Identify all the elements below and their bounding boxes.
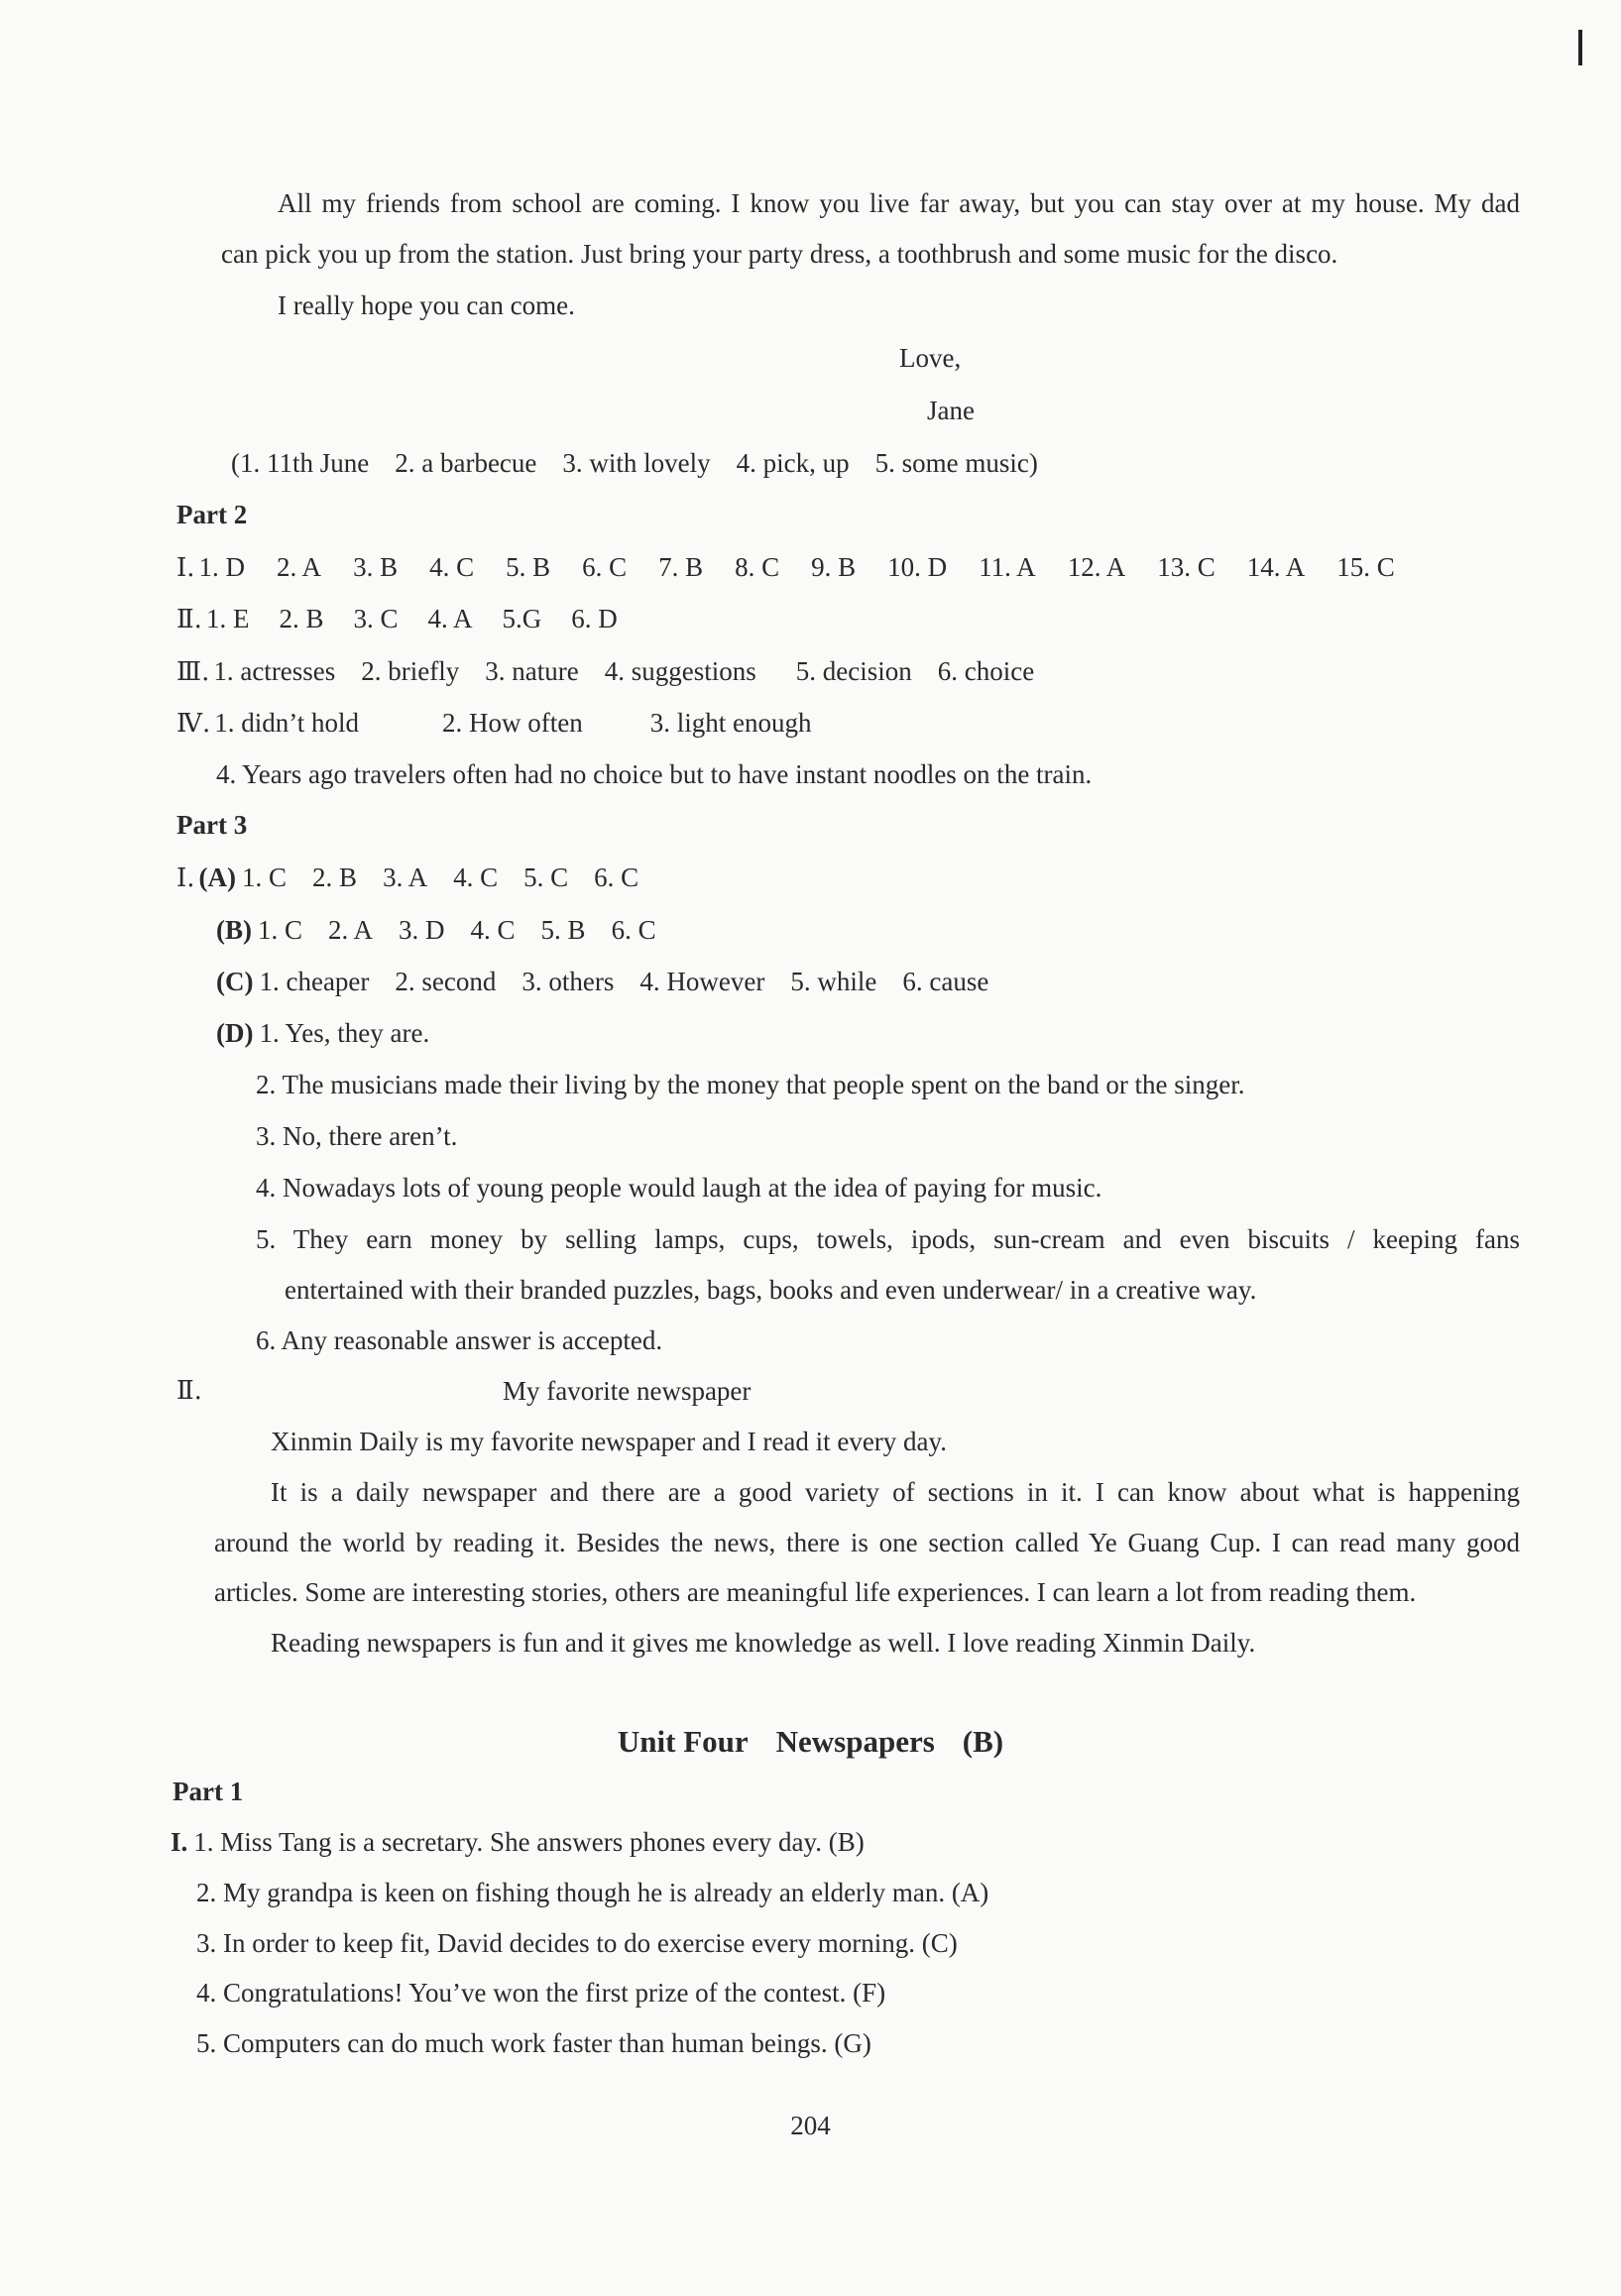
answer-item: 6. choice: [937, 656, 1035, 686]
answer-item: 5. B: [506, 552, 551, 582]
subsection-label: (C): [216, 967, 254, 996]
part3-section-1c: [216, 965, 988, 998]
subsection-label: (D): [216, 1018, 254, 1048]
essay-title: My favorite newspaper: [503, 1376, 752, 1406]
essay-paragraph-2-line-2: around the world by reading it. Besides the news, there is one section called Ye Guang Cup. I can read many good: [214, 1528, 1520, 1557]
letter-line-3: I really hope you can come.: [278, 290, 575, 320]
answer-item: 6. C: [611, 915, 656, 945]
answer-item: 9. B: [811, 552, 857, 582]
answer-item: 5. C: [523, 862, 569, 892]
answer-item: 15. C: [1336, 552, 1395, 582]
answer-item: 1. didn’t hold: [214, 708, 360, 738]
answer-item: 10. D: [887, 552, 948, 582]
answer-d2: 2. The musicians made their living by the money that people spent on the band or the singer.: [256, 1070, 1245, 1099]
subsection-label: (B): [216, 915, 252, 945]
unit-title: [0, 1722, 1621, 1762]
answer-item: 3. light enough: [649, 708, 812, 738]
answer-d3: 3. No, there aren’t.: [256, 1121, 458, 1151]
answer-item: 2. B: [312, 862, 358, 892]
answer-d5-line-2: entertained with their branded puzzles, bags, books and even underwear/ in a creative way.: [285, 1275, 1257, 1305]
roman-numeral: Ⅰ.: [176, 863, 195, 893]
letter-signature: Jane: [927, 396, 975, 425]
answer-item: 6. C: [594, 862, 639, 892]
answer-d4: 4. Nowadays lots of young people would laugh at the idea of paying for music.: [256, 1173, 1102, 1203]
part1-line-4: 4. Congratulations! You’ve won the first prize of the contest. (F): [196, 1978, 886, 2008]
answer-item: 5. decision: [795, 656, 912, 686]
answer-item: 2. A: [277, 552, 322, 582]
answer-item: 5. some music): [874, 448, 1038, 478]
answer-item: 1. D: [198, 552, 246, 582]
unit-title-part: Newspapers: [775, 1724, 935, 1759]
letter-answers: [231, 446, 1038, 480]
roman-numeral: Ⅱ.: [176, 1376, 202, 1406]
part1-line-5: 5. Computers can do much work faster than human beings. (G): [196, 2028, 871, 2058]
answer-item: 3. others: [521, 967, 615, 996]
roman-numeral: Ⅱ.: [176, 605, 202, 634]
answer-item: 4. C: [470, 915, 516, 945]
part2-section-2: [176, 602, 618, 636]
answer-item: 6. C: [582, 552, 628, 582]
answer-item: 1. cheaper: [259, 967, 370, 996]
answer-item: 6. D: [571, 604, 618, 633]
part2-section-3: [176, 654, 1034, 689]
unit-title-part: (B): [962, 1724, 1004, 1759]
part1-heading: Part 1: [173, 1777, 244, 1806]
part3-section-1b: [216, 913, 656, 947]
answer-item: 4. C: [429, 552, 475, 582]
answer-item: 2. How often: [442, 708, 583, 738]
subsection-label: (A): [198, 862, 237, 892]
answer-item: 2. A: [328, 915, 374, 945]
part2-section-1: [176, 550, 1395, 585]
answer-item: 1. C: [242, 862, 288, 892]
answer-item: 2. second: [395, 967, 497, 996]
part3-section-1d: [216, 1016, 429, 1050]
answer-item: 3. C: [353, 604, 399, 633]
answer-item: 2. a barbecue: [395, 448, 537, 478]
answer-item: (1. 11th June: [231, 448, 370, 478]
answer-item: 3. with lovely: [562, 448, 711, 478]
answer-item: 8. C: [735, 552, 780, 582]
answer-item: 4. suggestions: [604, 656, 756, 686]
essay-paragraph-3: Reading newspapers is fun and it gives me knowledge as well. I love reading Xinmin Daily.: [271, 1628, 1256, 1658]
answer-item: 12. A: [1067, 552, 1126, 582]
letter-line-1: All my friends from school are coming. I know you live far away, but you can stay over at my house. My dad: [278, 188, 1520, 218]
letter-line-2: can pick you up from the station. Just bring your party dress, a toothbrush and some music for the disco.: [221, 239, 1338, 269]
part2-heading: Part 2: [176, 500, 248, 529]
part3-heading: Part 3: [176, 810, 248, 840]
answer-d6: 6. Any reasonable answer is accepted.: [256, 1325, 663, 1355]
answer-item: 3. A: [383, 862, 428, 892]
answer-item: 5. B: [540, 915, 586, 945]
answer-item: 2. B: [279, 604, 324, 633]
roman-numeral: Ⅰ.: [176, 553, 195, 583]
letter-closing: Love,: [899, 343, 962, 373]
scan-edge-mark: [1578, 30, 1582, 65]
part1-answer: 1. Miss Tang is a secretary. She answers phones every day. (B): [193, 1827, 865, 1857]
answer-item: 4. pick, up: [736, 448, 850, 478]
answer-item: 11. A: [979, 552, 1036, 582]
answer-item: 6. cause: [902, 967, 989, 996]
answer-item: 3. D: [399, 915, 445, 945]
part1-line-3: 3. In order to keep fit, David decides to do exercise every morning. (C): [196, 1928, 958, 1958]
part3-section-1a: [176, 861, 638, 895]
answer-item: 1. E: [205, 604, 250, 633]
answer-item: 13. C: [1157, 552, 1216, 582]
roman-numeral: I.: [171, 1827, 188, 1857]
essay-paragraph-2-line-1: It is a daily newspaper and there are a good variety of sections in it. I can know about what is happening: [271, 1477, 1520, 1507]
roman-numeral: Ⅲ.: [176, 657, 210, 687]
roman-numeral: Ⅳ.: [176, 709, 211, 739]
answer-item: 7. B: [658, 552, 704, 582]
answer-item: 4. However: [639, 967, 765, 996]
answer-item: 3. B: [353, 552, 399, 582]
answer-item: 1. actresses: [213, 656, 336, 686]
answer-item: 1. C: [258, 915, 303, 945]
essay-paragraph-1: Xinmin Daily is my favorite newspaper and I read it every day.: [271, 1427, 948, 1456]
answer-item: 5. while: [790, 967, 877, 996]
essay-paragraph-2-line-3: articles. Some are interesting stories, others are meaningful life experiences. I can learn a lot from reading them.: [214, 1577, 1417, 1607]
answer-item: 14. A: [1246, 552, 1306, 582]
page-number: 204: [790, 2111, 831, 2140]
answer-item: 4. A: [427, 604, 473, 633]
part2-section-4: [176, 706, 812, 741]
part1-line-2: 2. My grandpa is keen on fishing though he is already an elderly man. (A): [196, 1878, 989, 1907]
answer-item: 2. briefly: [361, 656, 460, 686]
answer-item: 5.G: [502, 604, 542, 633]
part2-section-4-line-2: 4. Years ago travelers often had no choice but to have instant noodles on the train.: [216, 759, 1093, 789]
answer-item: 4. C: [453, 862, 499, 892]
answer-item: 1. Yes, they are.: [259, 1018, 430, 1048]
unit-title-part: Unit Four: [617, 1724, 749, 1759]
part1-line-1: [171, 1825, 865, 1859]
answer-item: 3. nature: [485, 656, 579, 686]
answer-d5-line-1: 5. They earn money by selling lamps, cups, towels, ipods, sun-cream and even biscuits / keeping fans: [256, 1224, 1520, 1254]
